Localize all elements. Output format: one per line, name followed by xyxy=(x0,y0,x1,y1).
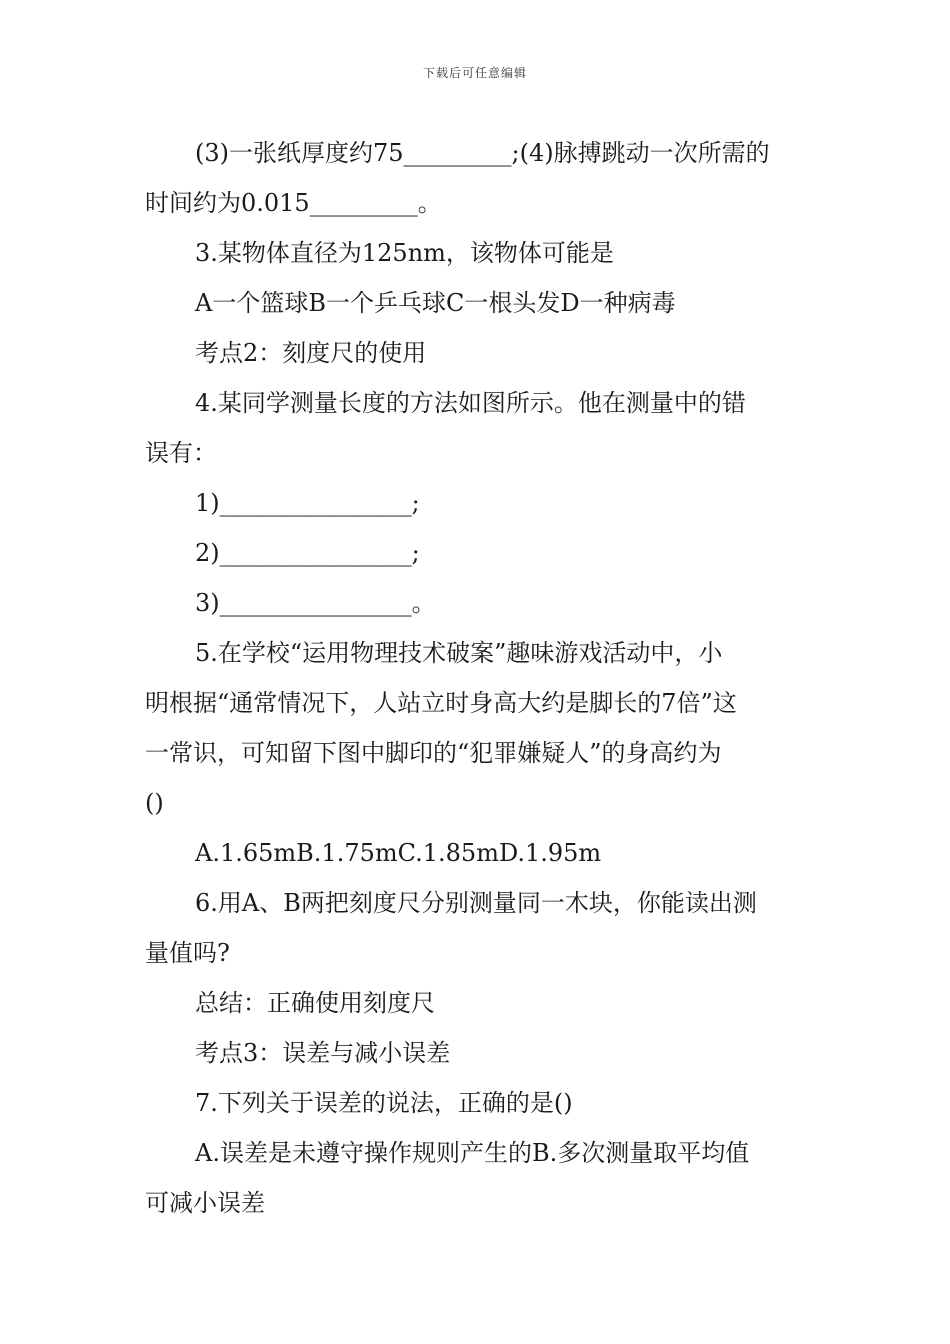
question-4: 4.某同学测量长度的方法如图所示。他在测量中的错 xyxy=(195,389,746,417)
text-line: 误有： xyxy=(145,439,217,467)
section-heading: 考点2：刻度尺的使用 xyxy=(195,339,427,367)
question-7-options: A.误差是未遵守操作规则产生的B.多次测量取平均值 xyxy=(195,1139,750,1167)
summary-line: 总结：正确使用刻度尺 xyxy=(195,989,435,1017)
text-line: 一常识，可知留下图中脚印的“犯罪嫌疑人”的身高约为 xyxy=(145,739,722,767)
text-line: () xyxy=(145,789,164,817)
text-line: (3)一张纸厚度约75_________;(4)脉搏跳动一次所需的 xyxy=(195,139,770,167)
question-6: 6.用A、B两把刻度尺分别测量同一木块，你能读出测 xyxy=(195,889,757,917)
question-7: 7.下列关于误差的说法，正确的是() xyxy=(195,1089,573,1117)
text-line: 时间约为0.015_________。 xyxy=(145,189,442,217)
text-line: 明根据“通常情况下，人站立时身高大约是脚长的7倍”这 xyxy=(145,689,737,717)
text-line: 可减小误差 xyxy=(145,1189,265,1217)
text-line: 量值吗? xyxy=(145,939,230,967)
question-3-options: A一个篮球B一个乒乓球C一根头发D一种病毒 xyxy=(195,289,676,317)
question-5-options: A.1.65mB.1.75mC.1.85mD.1.95m xyxy=(195,839,602,867)
blank-answer-2: 2)________________; xyxy=(195,539,420,567)
question-3: 3.某物体直径为125nm，该物体可能是 xyxy=(195,239,614,267)
blank-answer-3: 3)________________。 xyxy=(195,589,436,617)
question-5: 5.在学校“运用物理技术破案”趣味游戏活动中，小 xyxy=(195,639,723,667)
document-body xyxy=(145,128,810,1228)
blank-answer-1: 1)________________; xyxy=(195,489,420,517)
page-header: 下载后可任意编辑 xyxy=(422,66,527,80)
section-heading: 考点3：误差与减小误差 xyxy=(195,1039,451,1067)
